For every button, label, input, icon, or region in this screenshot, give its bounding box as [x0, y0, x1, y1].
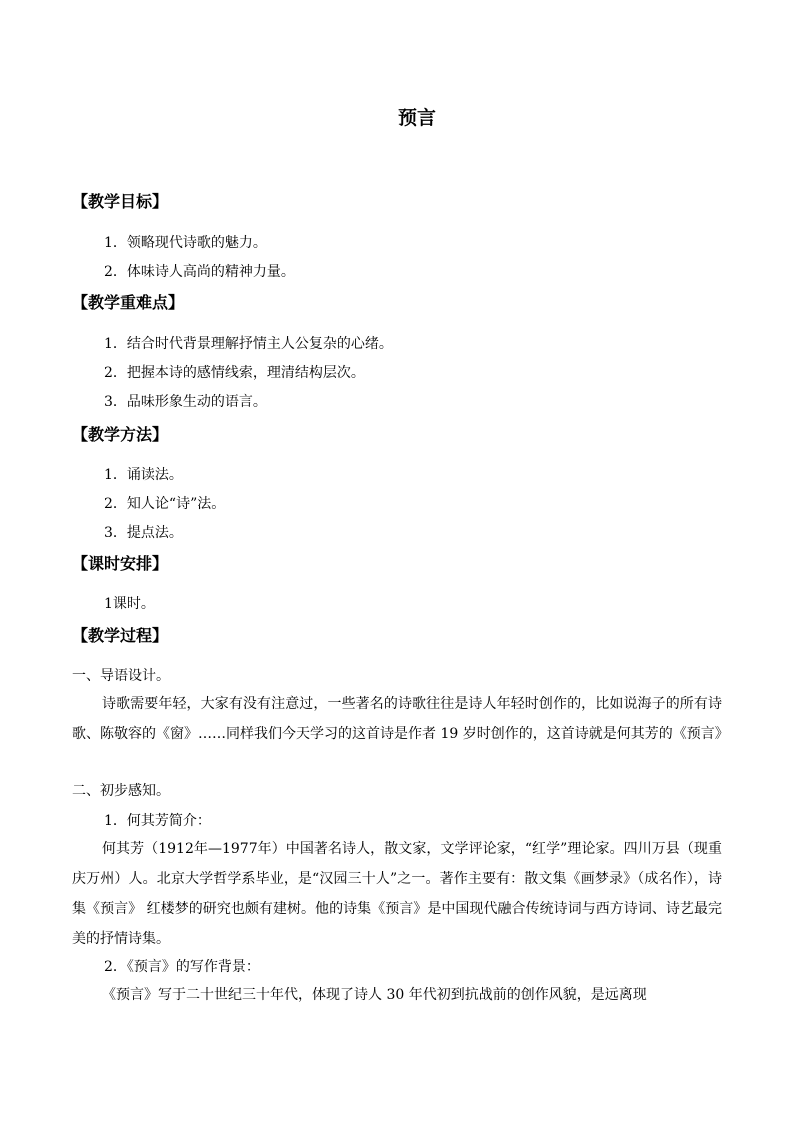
method-item: 2．知人论“诗”法。: [104, 496, 226, 512]
method-item: 3．提点法。: [104, 525, 183, 541]
difficulty-item: 3．品味形象生动的语言。: [104, 394, 267, 410]
goal-item: 1．领略现代诗歌的魅力。: [104, 235, 267, 251]
process-subtitle: 2．《预言》的写作背景：: [104, 959, 260, 975]
section-heading-methods: 【教学方法】: [72, 425, 169, 444]
method-item: 1．诵读法。: [104, 467, 183, 483]
difficulty-item: 2．把握本诗的感情线索，理清结构层次。: [104, 365, 365, 381]
process-paragraph: 《预言》写于二十世纪三十年代，体现了诗人 30 年代初到抗战前的创作风貌，是远离现: [102, 987, 647, 1003]
section-heading-goals: 【教学目标】: [72, 192, 169, 211]
section-heading-process: 【教学过程】: [72, 626, 169, 645]
process-part-title: 一、导语设计。: [72, 668, 170, 684]
process-subtitle: 1．何其芳简介：: [104, 813, 211, 829]
process-part-title: 二、初步感知。: [72, 783, 170, 799]
section-heading-difficulties: 【教学重难点】: [72, 293, 185, 312]
difficulty-item: 1．结合时代背景理解抒情主人公复杂的心绪。: [104, 336, 393, 352]
process-paragraph: 何其芳（1912年—1977年）中国著名诗人，散文家，文学评论家，“红学”理论家。四川万县（现重庆万州）人。北京大学哲学系毕业，是“汉园三十人”之一。著作主要有：散文集《画梦录》（成名作），诗集《预言》 红楼梦的研究也颇有建树。他的诗集《预言》是中国现代融合传统诗词与西方诗词、诗艺最完美的抒情诗集。: [72, 841, 722, 947]
process-paragraph: 诗歌需要年轻，大家有没有注意过，一些著名的诗歌往往是诗人年轻时创作的，比如说海子的所有诗歌、陈敬容的《窗》……同样我们今天学习的这首诗是作者 19 岁时创作的，这首诗就是何其芳的《预言》: [72, 696, 729, 742]
goal-item: 2．体味诗人高尚的精神力量。: [104, 264, 295, 280]
page-title: 预言: [397, 107, 436, 129]
section-heading-schedule: 【课时安排】: [72, 554, 169, 573]
schedule-text: 1课时。: [104, 596, 155, 612]
